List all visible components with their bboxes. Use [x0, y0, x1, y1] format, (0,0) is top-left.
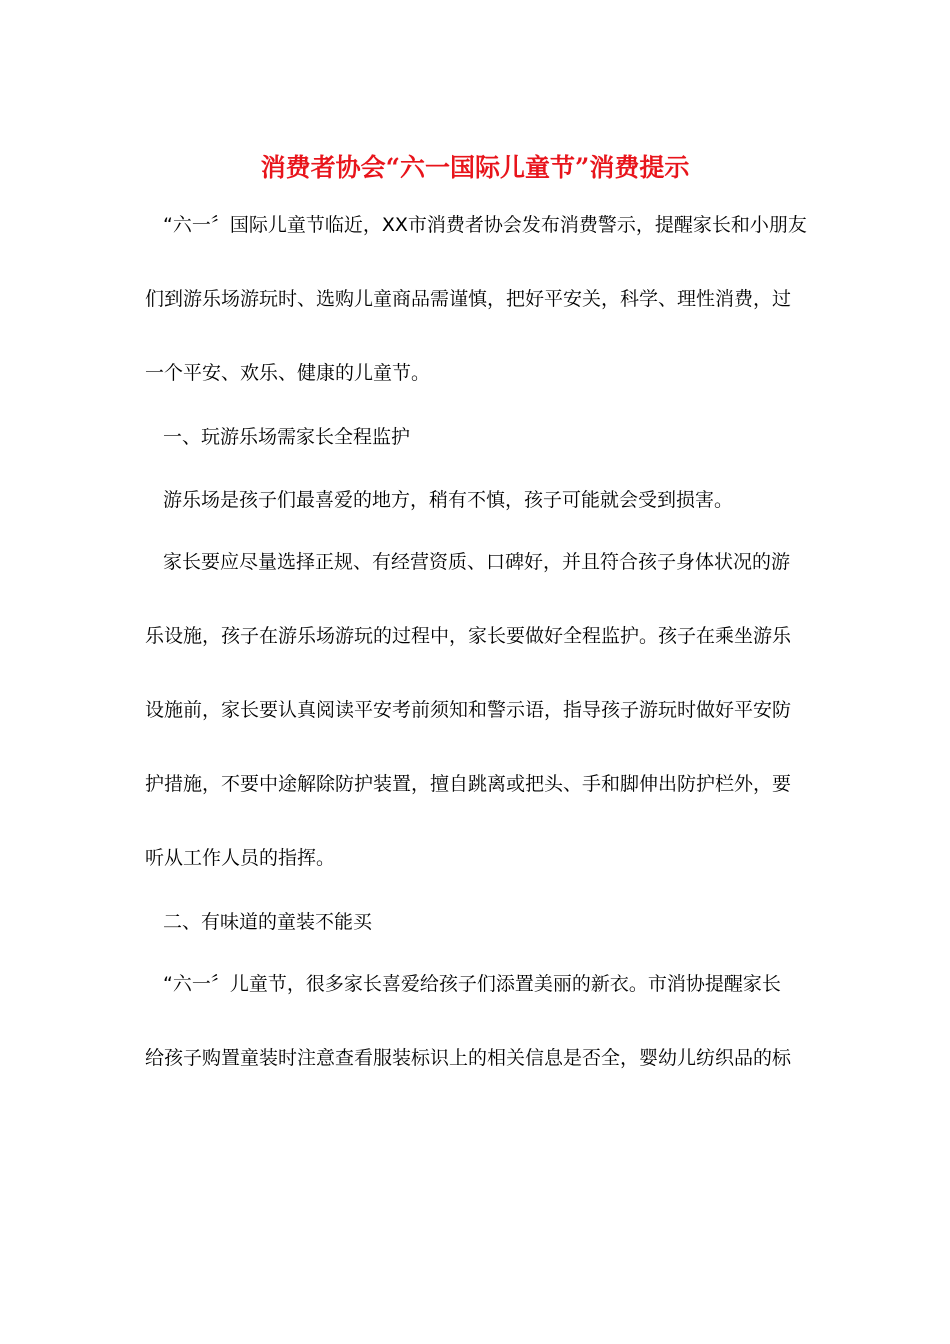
paragraph-3-line-1: “六一〞儿童节，很多家长喜爱给孩子们添置美丽的新衣。市消协提醒家长: [163, 973, 781, 995]
paragraph-intro-line-2: 们到游乐场游玩时、选购儿童商品需谨慎，把好平安关，科学、理性消费，过: [145, 288, 792, 310]
paragraph-intro-line-3: 一个平安、欢乐、健康的儿童节。: [145, 362, 431, 384]
section-heading-1: 一、玩游乐场需家长全程监护: [163, 426, 411, 448]
paragraph-2-line-1: 家长要应尽量选择正规、有经营资质、口碑好，并且符合孩子身体状况的游: [163, 551, 791, 573]
paragraph-1-line-1: 游乐场是孩子们最喜爱的地方，稍有不慎，孩子可能就会受到损害。: [163, 489, 734, 511]
paragraph-intro-line-1: “六一〞国际儿童节临近，XX市消费者协会发布消费警示，提醒家长和小朋友: [163, 214, 807, 236]
paragraph-3-line-2: 给孩子购置童装时注意查看服装标识上的相关信息是否全，婴幼儿纺织品的标: [145, 1047, 792, 1069]
paragraph-2-line-2: 乐设施，孩子在游乐场游玩的过程中，家长要做好全程监护。孩子在乘坐游乐: [145, 625, 792, 647]
paragraph-2-line-4: 护措施，不要中途解除防护装置，擅自跳离或把头、手和脚伸出防护栏外，要: [145, 773, 792, 795]
paragraph-2-line-3: 设施前，家长要认真阅读平安考前须知和警示语，指导孩子游玩时做好平安防: [145, 699, 792, 721]
section-heading-2: 二、有味道的童装不能买: [163, 911, 373, 933]
document-title: 消费者协会“六一国际儿童节”消费提示: [260, 153, 690, 182]
paragraph-2-line-5: 听从工作人员的指挥。: [145, 847, 336, 869]
